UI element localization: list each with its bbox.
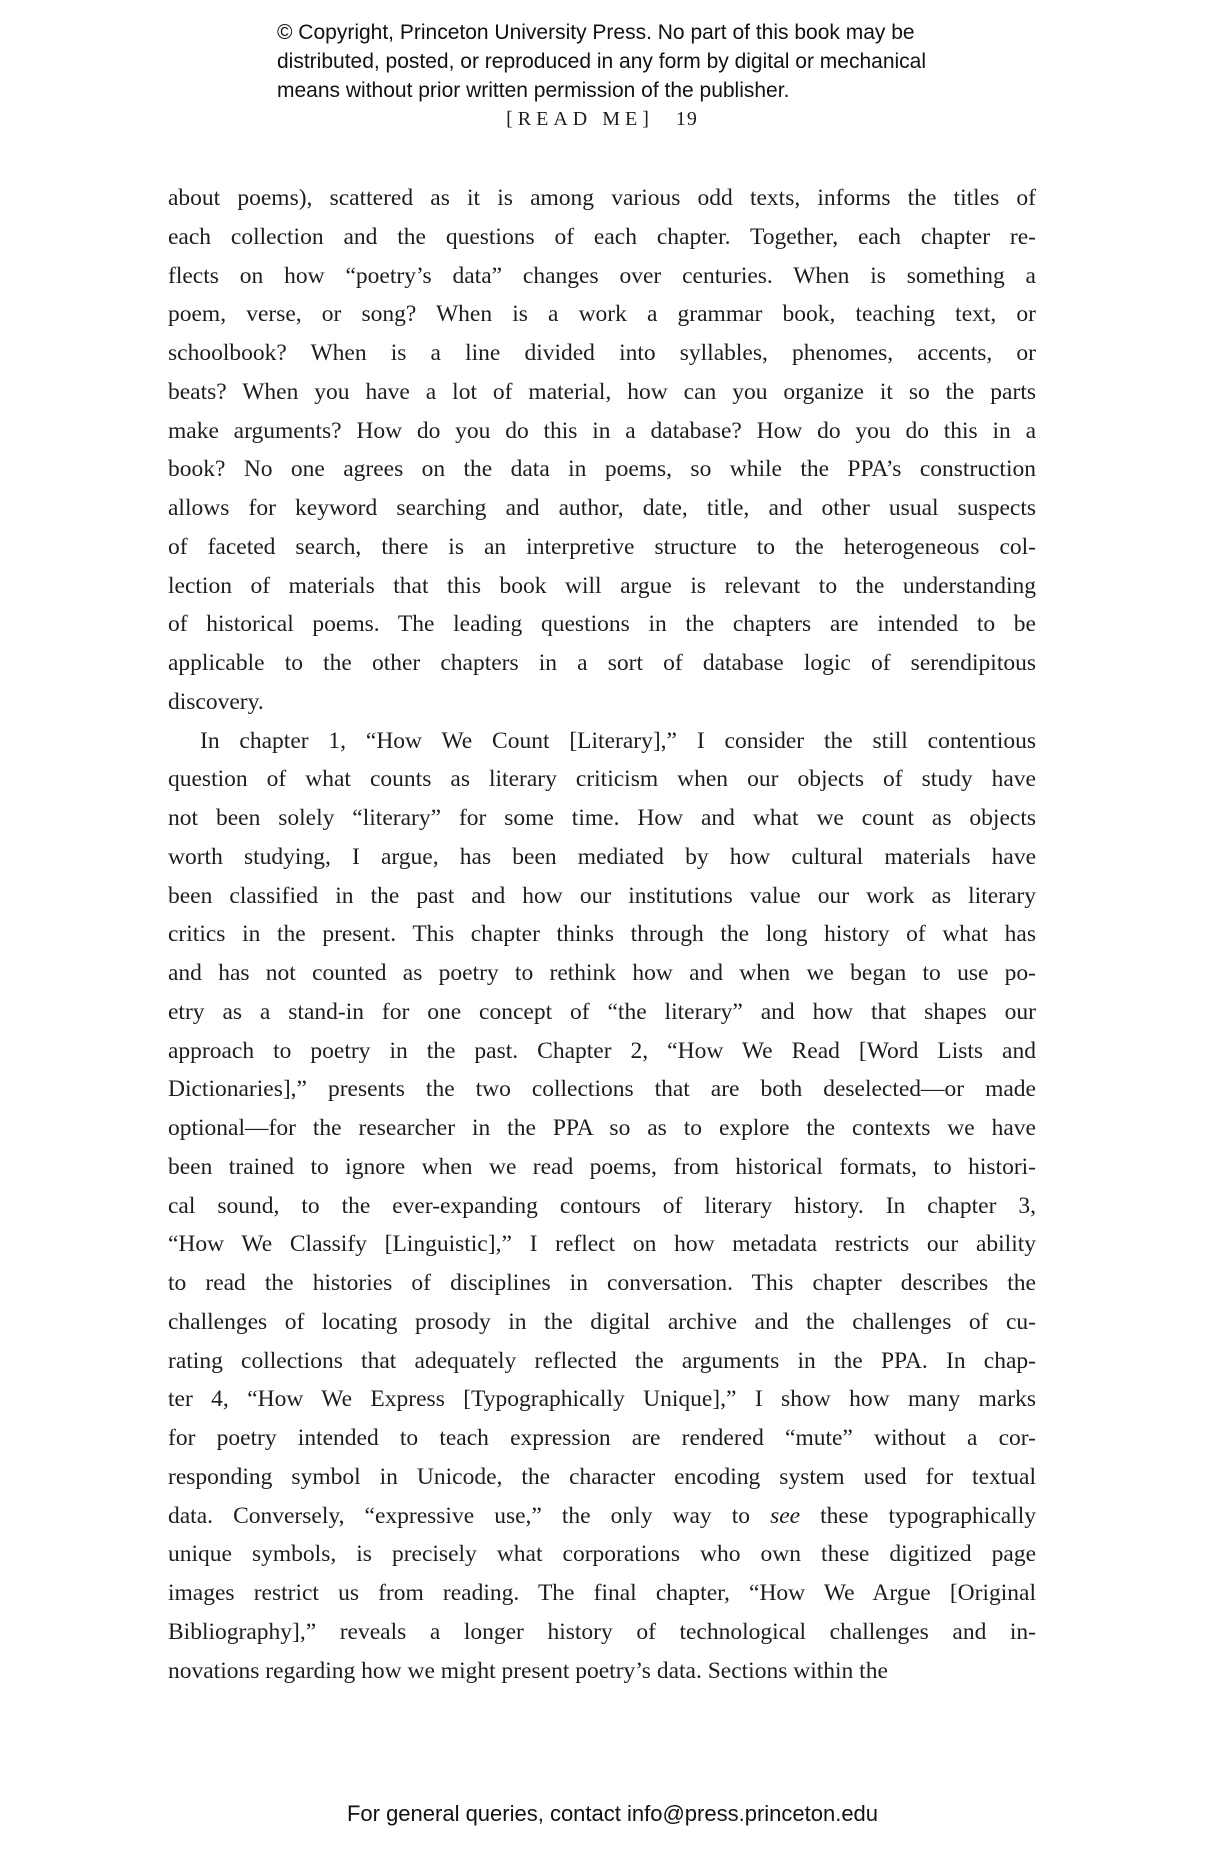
copyright-line: distributed, posted, or reproduced in any form by digital or mechanical xyxy=(277,50,927,73)
text-line: poem, verse, or song? When is a work a grammar book, teaching text, or xyxy=(168,301,1036,328)
text-line: “How We Classify [Linguistic],” I reflect on how metadata restricts our ability xyxy=(168,1231,1036,1258)
footer-contact: For general queries, contact info@press.princeton.edu xyxy=(346,1801,879,1826)
text-line: and has not counted as poetry to rethink how and when we began to use po- xyxy=(168,960,1036,986)
text-line: to read the histories of disciplines in conversation. This chapter describes the xyxy=(168,1270,1036,1296)
text-line: beats? When you have a lot of material, how can you organize it so the parts xyxy=(168,378,1036,405)
text-line: ter 4, “How We Express [Typographically Unique],” I show how many marks xyxy=(168,1386,1036,1413)
copyright-line: © Copyright, Princeton University Press. No part of this book may be xyxy=(277,21,915,44)
text-line: schoolbook? When is a line divided into syllables, phenomes, accents, or xyxy=(168,340,1036,366)
text-line: flects on how “poetry’s data” changes over centuries. When is something a xyxy=(168,262,1036,289)
running-head-title: [READ ME] xyxy=(506,108,654,130)
text-line: applicable to the other chapters in a sort of database logic of serendipitous xyxy=(168,650,1036,676)
paragraph xyxy=(168,722,1036,1691)
text-line: been trained to ignore when we read poems, from historical formats, to histori- xyxy=(168,1153,1036,1180)
copyright-line: means without prior written permission of the publisher. xyxy=(277,79,790,102)
text-line: of historical poems. The leading questions in the chapters are intended to be xyxy=(168,611,1036,638)
paragraph xyxy=(168,179,1036,722)
text-line: unique symbols, is precisely what corporations who own these digitized page xyxy=(168,1541,1036,1568)
text-line: challenges of locating prosody in the digital archive and the challenges of cu- xyxy=(168,1308,1036,1335)
text-line: approach to poetry in the past. Chapter 2, “How We Read [Word Lists and xyxy=(168,1037,1036,1064)
text-line: images restrict us from reading. The final chapter, “How We Argue [Original xyxy=(168,1580,1036,1606)
text-line: etry as a stand-in for one concept of “the literary” and how that shapes our xyxy=(168,998,1036,1025)
text-line: lection of materials that this book will argue is relevant to the understanding xyxy=(168,572,1036,599)
text-line: worth studying, I argue, has been mediated by how cultural materials have xyxy=(168,843,1036,870)
text-line: Bibliography],” reveals a longer history of technological challenges and in- xyxy=(168,1618,1036,1645)
text-line: In chapter 1, “How We Count [Literary],” I consider the still contentious xyxy=(200,727,1036,754)
text-line: book? No one agrees on the data in poems, so while the PPA’s construction xyxy=(168,456,1036,483)
text-line: optional—for the researcher in the PPA so as to explore the contexts we have xyxy=(168,1115,1036,1141)
text-line: allows for keyword searching and author, date, title, and other usual suspects xyxy=(168,495,1036,521)
text-line: for poetry intended to teach expression are rendered “mute” without a cor- xyxy=(168,1425,1036,1451)
italic-word: see xyxy=(770,1502,801,1529)
text-line xyxy=(168,1497,1036,1536)
text-line: make arguments? How do you do this in a database? How do you do this in a xyxy=(168,417,1036,444)
text-line: rating collections that adequately reflected the arguments in the PPA. In chap- xyxy=(168,1347,1036,1374)
running-head-page-number: 19 xyxy=(675,108,698,130)
text-line: been classified in the past and how our institutions value our work as literary xyxy=(168,882,1036,909)
text-line: discovery. xyxy=(168,688,264,715)
text-line: Dictionaries],” presents the two collections that are both deselected—or made xyxy=(168,1076,1036,1103)
text-line: of faceted search, there is an interpretive structure to the heterogeneous col- xyxy=(168,533,1036,560)
text-segment: data. Conversely, “expressive use,” the only way to xyxy=(168,1502,771,1529)
text-line: novations regarding how we might present poetry’s data. Sections within the xyxy=(168,1657,888,1684)
text-line: each collection and the questions of each chapter. Together, each chapter re- xyxy=(168,223,1036,250)
running-head xyxy=(168,108,1036,131)
text-line: question of what counts as literary criticism when our objects of study have xyxy=(168,766,1036,793)
text-line: cal sound, to the ever-expanding contours of literary history. In chapter 3, xyxy=(168,1192,1036,1219)
text-line: about poems), scattered as it is among various odd texts, informs the titles of xyxy=(168,185,1036,211)
body-text xyxy=(168,179,1036,1690)
text-segment: these typographically xyxy=(800,1502,1036,1529)
text-line: not been solely “literary” for some time. How and what we count as objects xyxy=(168,805,1036,831)
copyright-notice xyxy=(277,18,977,105)
text-line: responding symbol in Unicode, the character encoding system used for textual xyxy=(168,1463,1036,1490)
text-line: critics in the present. This chapter thinks through the long history of what has xyxy=(168,921,1036,948)
